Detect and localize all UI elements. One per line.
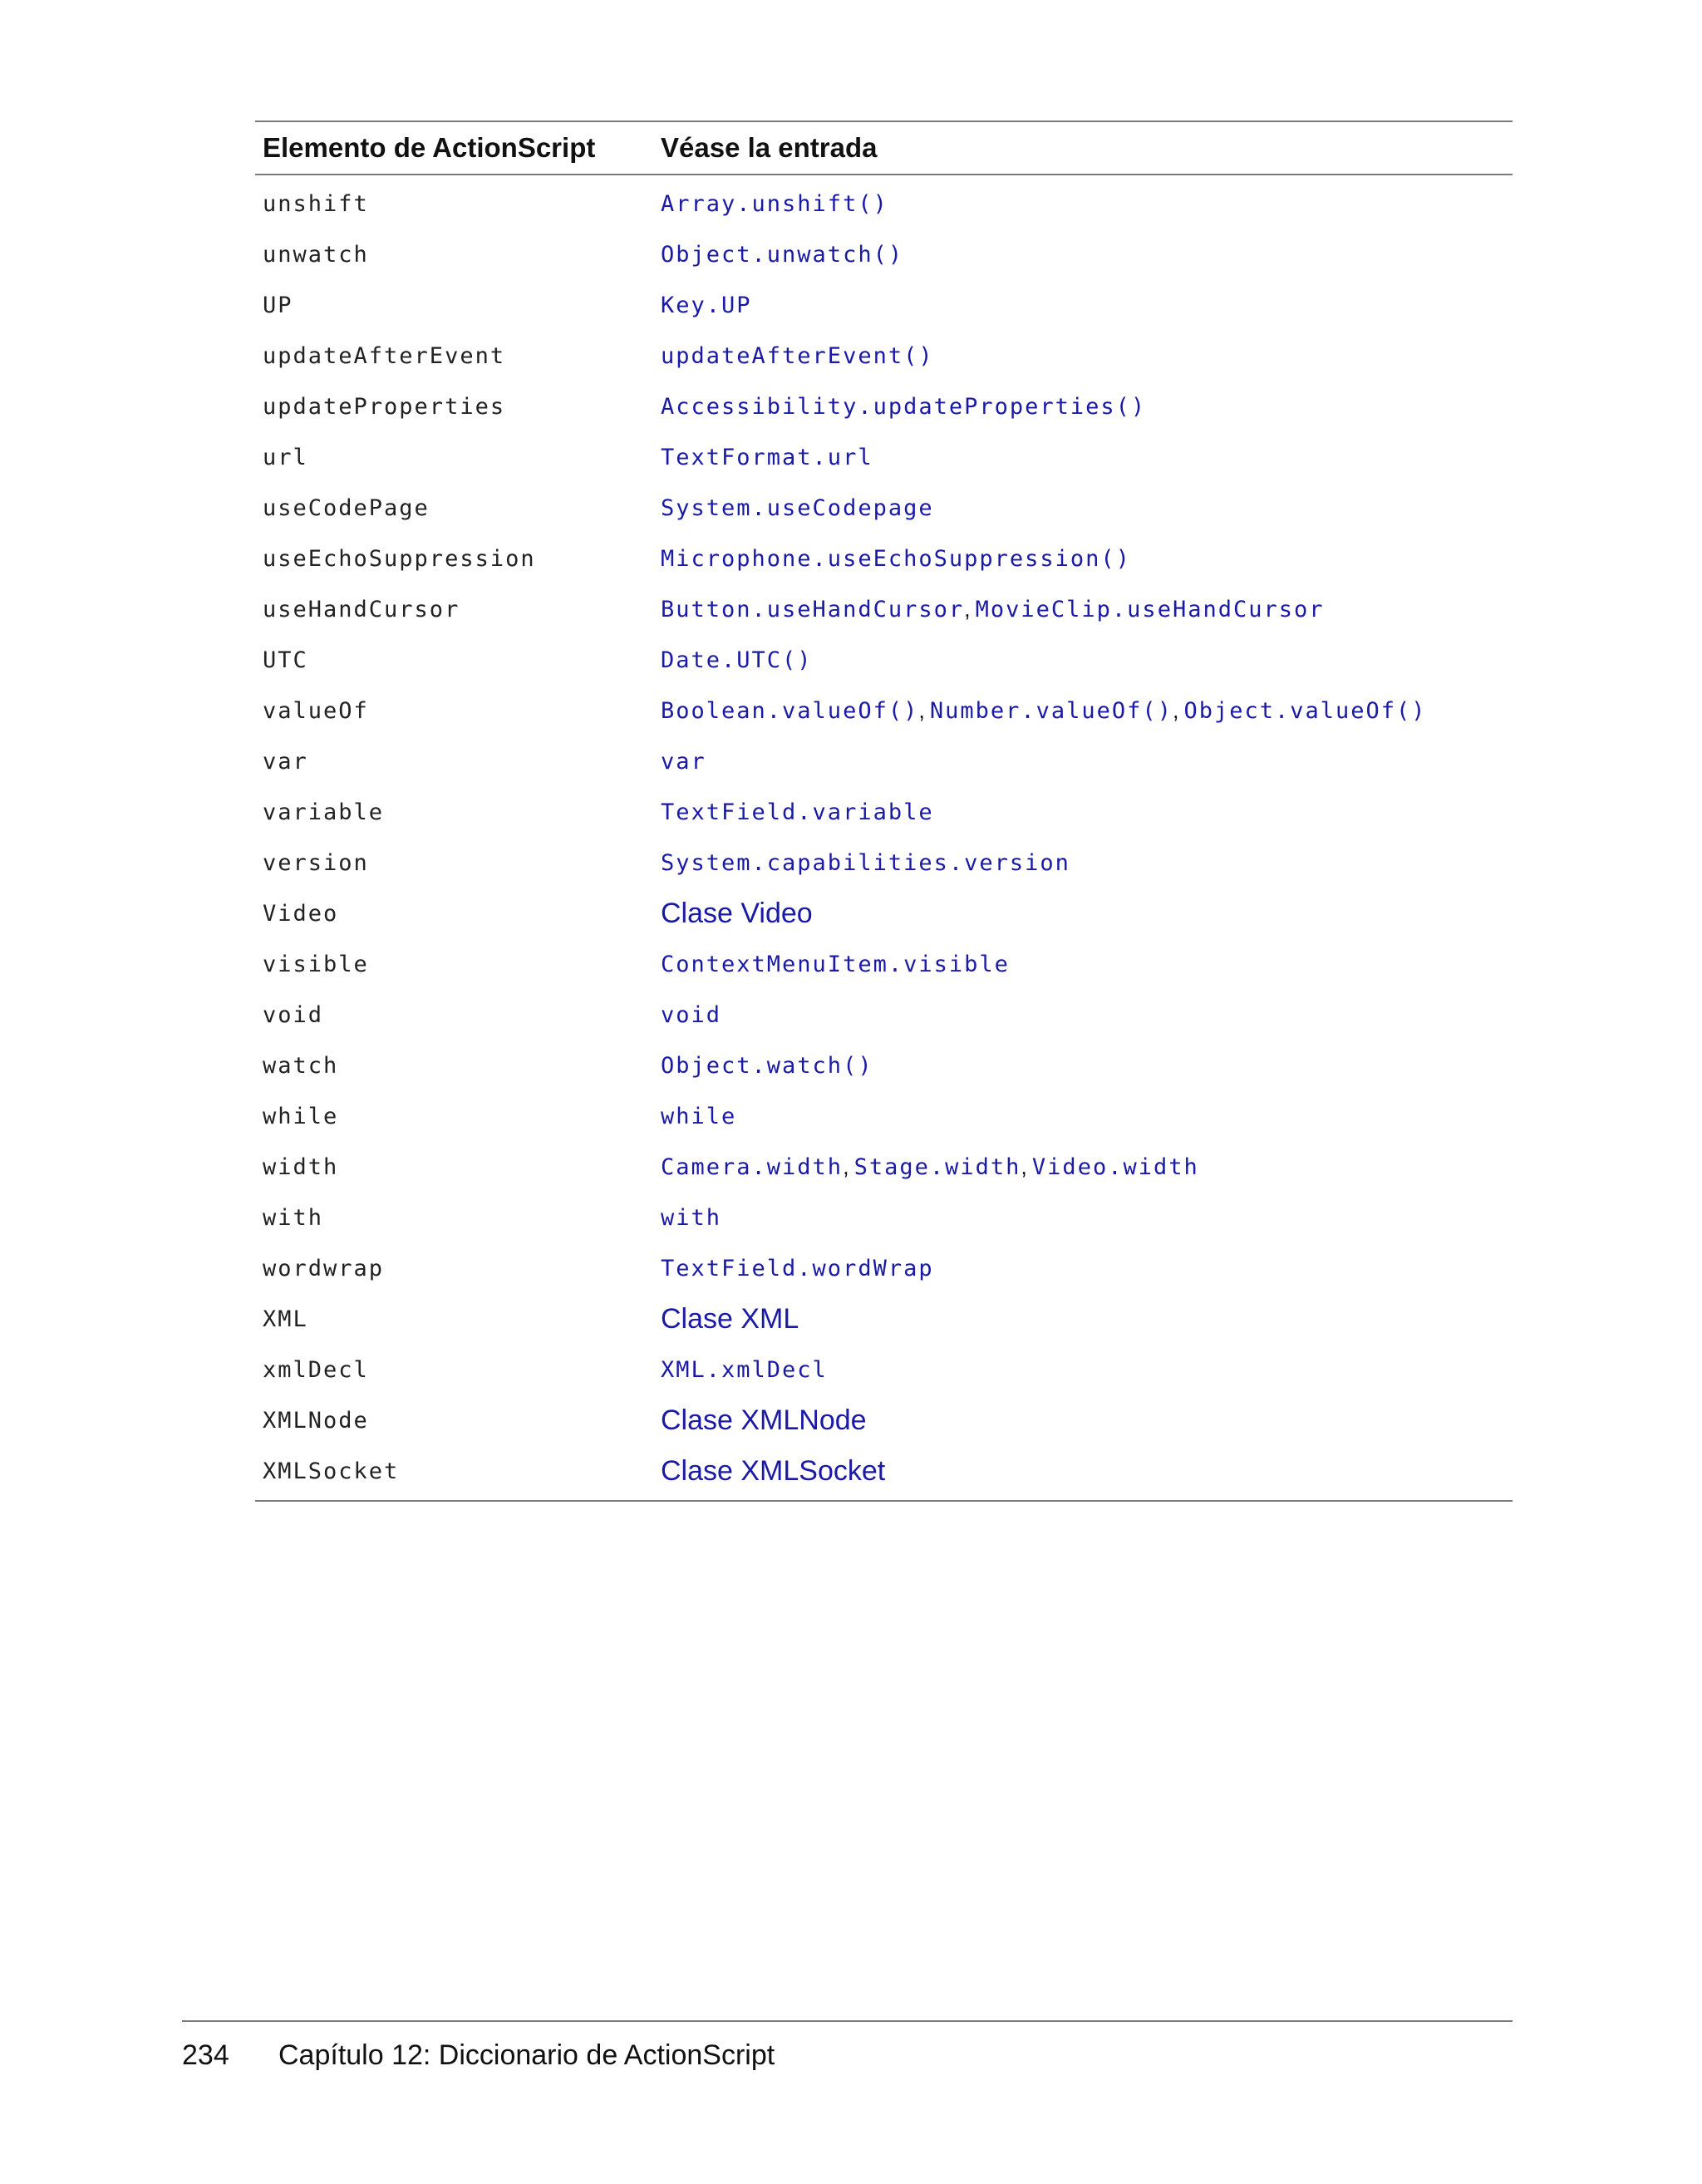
element-cell: XMLNode <box>263 1408 369 1434</box>
cross-reference-link[interactable]: updateAfterEvent() <box>661 343 934 369</box>
cross-reference-link[interactable]: Array.unshift() <box>661 191 888 217</box>
see-entry-cell <box>653 381 1513 432</box>
see-entry-cell <box>653 1294 1513 1345</box>
table-row <box>255 838 1513 888</box>
table-row <box>255 229 1513 280</box>
cross-reference-link[interactable]: Camera.width <box>661 1154 844 1180</box>
element-cell: width <box>263 1154 339 1180</box>
table-row <box>255 1142 1513 1193</box>
cross-reference-link[interactable]: with <box>661 1205 722 1231</box>
table-row <box>255 1243 1513 1294</box>
element-cell: unshift <box>263 191 369 217</box>
element-cell: UTC <box>263 647 308 673</box>
cross-reference-link[interactable]: TextField.wordWrap <box>661 1256 934 1281</box>
element-cell: useCodePage <box>263 495 430 521</box>
cross-reference-link[interactable]: Video.width <box>1031 1154 1199 1180</box>
table-row <box>255 534 1513 584</box>
element-cell: variable <box>263 799 385 825</box>
element-cell: void <box>263 1002 324 1028</box>
cross-reference-link[interactable]: Clase XML <box>661 1303 799 1335</box>
see-entry-cell <box>653 939 1513 990</box>
cross-reference-link[interactable]: Clase XMLSocket <box>661 1455 886 1487</box>
cross-reference-link[interactable]: while <box>661 1104 737 1129</box>
cross-reference-link[interactable]: Number.valueOf() <box>929 698 1173 724</box>
see-entry-cell <box>653 990 1513 1040</box>
column-header-element: Elemento de ActionScript <box>255 121 653 175</box>
cross-reference-link[interactable]: MovieClip.useHandCursor <box>975 597 1325 622</box>
table-row <box>255 331 1513 381</box>
element-cell: useEchoSuppression <box>263 546 536 572</box>
table-row <box>255 1446 1513 1501</box>
cross-reference-link[interactable]: Key.UP <box>661 293 752 318</box>
element-cell: XML <box>263 1306 308 1332</box>
see-entry-cell <box>653 1091 1513 1142</box>
actionscript-reference-table <box>255 121 1513 1502</box>
see-entry-cell <box>653 787 1513 838</box>
table-row <box>255 1193 1513 1243</box>
element-cell: UP <box>263 293 293 318</box>
cross-reference-link[interactable]: TextField.variable <box>661 799 934 825</box>
cross-reference-link[interactable]: Object.valueOf() <box>1183 698 1427 724</box>
cross-reference-link[interactable]: Clase XMLNode <box>661 1404 867 1436</box>
see-entry-cell <box>653 534 1513 584</box>
see-entry-cell <box>653 432 1513 483</box>
see-entry-cell <box>653 1040 1513 1091</box>
cross-reference-link[interactable]: void <box>661 1002 722 1028</box>
see-entry-cell <box>653 175 1513 229</box>
see-entry-cell <box>653 635 1513 686</box>
table-row <box>255 736 1513 787</box>
cross-reference-link[interactable]: var <box>661 749 706 775</box>
table-row <box>255 888 1513 939</box>
cross-reference-link[interactable]: Button.useHandCursor <box>661 597 965 622</box>
table-header-row <box>255 121 1513 175</box>
link-separator: , <box>964 597 971 622</box>
table-row <box>255 1345 1513 1395</box>
table-row <box>255 175 1513 229</box>
see-entry-cell <box>653 483 1513 534</box>
table-row <box>255 686 1513 736</box>
chapter-title: Capítulo 12: Diccionario de ActionScript <box>278 2039 775 2071</box>
link-separator: , <box>843 1154 849 1179</box>
element-cell: watch <box>263 1053 339 1079</box>
element-cell: with <box>263 1205 324 1231</box>
cross-reference-link[interactable]: Clase Video <box>661 898 813 929</box>
element-cell: while <box>263 1104 339 1129</box>
see-entry-cell <box>653 584 1513 635</box>
table-row <box>255 483 1513 534</box>
table-row <box>255 939 1513 990</box>
element-cell: updateProperties <box>263 394 506 420</box>
cross-reference-link[interactable]: Date.UTC() <box>661 647 813 673</box>
element-cell: updateAfterEvent <box>263 343 506 369</box>
link-separator: , <box>1021 1154 1027 1179</box>
table-row <box>255 584 1513 635</box>
see-entry-cell <box>653 686 1513 736</box>
element-cell: valueOf <box>263 698 369 724</box>
cross-reference-link[interactable]: Boolean.valueOf() <box>661 698 919 724</box>
cross-reference-link[interactable]: XML.xmlDecl <box>661 1357 828 1383</box>
cross-reference-link[interactable]: System.useCodepage <box>661 495 934 521</box>
see-entry-cell <box>653 736 1513 787</box>
see-entry-cell <box>653 888 1513 939</box>
cross-reference-link[interactable]: Accessibility.updateProperties() <box>661 394 1147 420</box>
table-row <box>255 990 1513 1040</box>
table-row <box>255 1395 1513 1446</box>
element-cell: wordwrap <box>263 1256 385 1281</box>
table-body <box>255 175 1513 1501</box>
see-entry-cell <box>653 838 1513 888</box>
link-separator: , <box>1172 698 1179 723</box>
cross-reference-link[interactable]: TextFormat.url <box>661 445 873 470</box>
element-cell: Video <box>263 901 339 927</box>
element-cell: var <box>263 749 308 775</box>
table-row <box>255 432 1513 483</box>
see-entry-cell <box>653 280 1513 331</box>
table-header <box>255 121 1513 175</box>
page-number: 234 <box>182 2039 229 2071</box>
see-entry-cell <box>653 1193 1513 1243</box>
see-entry-cell <box>653 1345 1513 1395</box>
table-row <box>255 381 1513 432</box>
cross-reference-link[interactable]: ContextMenuItem.visible <box>661 952 1010 977</box>
see-entry-cell <box>653 1243 1513 1294</box>
see-entry-cell <box>653 229 1513 280</box>
link-separator: , <box>918 698 925 723</box>
table-row <box>255 1294 1513 1345</box>
page-footer <box>182 2039 775 2072</box>
see-entry-cell <box>653 1395 1513 1446</box>
cross-reference-link[interactable]: System.capabilities.version <box>661 850 1070 876</box>
table-row <box>255 635 1513 686</box>
cross-reference-link[interactable]: Microphone.useEchoSuppression() <box>661 546 1131 572</box>
cross-reference-link[interactable]: Object.unwatch() <box>661 242 904 268</box>
see-entry-cell <box>653 1446 1513 1501</box>
element-cell: xmlDecl <box>263 1357 369 1383</box>
cross-reference-link[interactable]: Stage.width <box>853 1154 1021 1180</box>
cross-reference-link[interactable]: Object.watch() <box>661 1053 873 1079</box>
element-cell: visible <box>263 952 369 977</box>
element-cell: XMLSocket <box>263 1458 400 1484</box>
element-cell: version <box>263 850 369 876</box>
column-header-see-entry: Véase la entrada <box>653 121 1513 175</box>
table-row <box>255 1040 1513 1091</box>
footer-rule <box>182 2020 1513 2022</box>
see-entry-cell <box>653 1142 1513 1193</box>
table-row <box>255 787 1513 838</box>
table-row <box>255 1091 1513 1142</box>
table-row <box>255 280 1513 331</box>
element-cell: unwatch <box>263 242 369 268</box>
element-cell: url <box>263 445 308 470</box>
see-entry-cell <box>653 331 1513 381</box>
element-cell: useHandCursor <box>263 597 460 622</box>
